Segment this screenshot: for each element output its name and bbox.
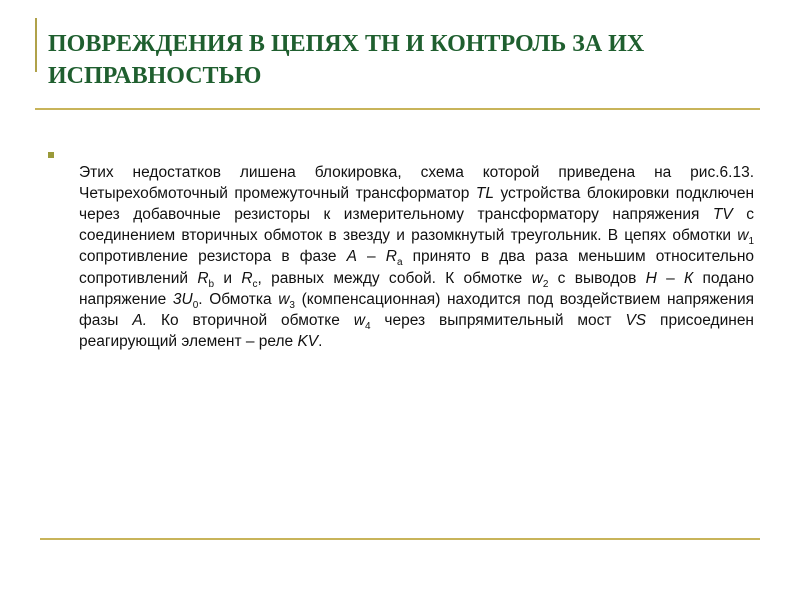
subscript: 3 [289, 299, 295, 311]
text-run: – [356, 248, 386, 266]
symbol-w: w [737, 227, 749, 245]
symbol-r: R [385, 248, 397, 266]
subscript: c [252, 278, 258, 290]
symbol-tl: TL [475, 184, 494, 202]
title-underline [35, 108, 760, 110]
subscript: b [208, 278, 215, 290]
text-run: и [214, 269, 242, 287]
subscript: 0 [192, 299, 199, 311]
text-run: принято в два раза меньшим относительно сопротивлений [79, 248, 755, 287]
text-run: с соединением вторичных обмоток в звезду и разомкнутый треугольник. В цепях обмотки [79, 205, 754, 245]
text-run: Этих недостатков лишена блокировка, схема которой приведена на рис.6.13. Четырехобмоточный промежуточный трансформатор [79, 163, 754, 202]
text-run: сопротивление резистора в фазе [79, 248, 347, 266]
symbol-w: w [353, 311, 365, 329]
title-vertical-rule [35, 18, 37, 72]
footer-rule [40, 538, 760, 540]
symbol-tv: TV [712, 205, 733, 223]
symbol-phase-a: A [346, 248, 357, 266]
text-run: , равных между собой. К обмотке [257, 269, 532, 287]
symbol-r: R [241, 269, 253, 287]
text-run: . [318, 333, 323, 351]
symbol-vs: VS [625, 311, 647, 329]
bullet-item [48, 146, 754, 368]
subscript: a [396, 257, 403, 269]
text-run: устройства блокировки подключен через добавочные резисторы к измерительному трансформатору напряжения [79, 184, 754, 223]
slide-title: ПОВРЕЖДЕНИЯ В ЦЕПЯХ ТН И КОНТРОЛЬ ЗА ИХ ИСПРАВНОСТЬЮ [48, 31, 645, 89]
symbol-k: К [684, 269, 694, 287]
subscript: 1 [748, 236, 754, 248]
square-bullet-icon [48, 152, 54, 158]
symbol-r: R [197, 269, 209, 287]
subscript: 4 [364, 321, 371, 333]
text-run: через выпрямительный мост [370, 311, 626, 329]
text-run: (компенсационная) находится под воздействием напряжения фазы [79, 290, 754, 329]
symbol-3u: 3U [172, 290, 193, 308]
text-run: – [656, 269, 685, 287]
symbol-w: w [278, 290, 290, 308]
body-paragraph [79, 162, 754, 353]
text-run: присоединен реагирующий элемент – реле [79, 311, 754, 351]
text-run: Ко вторичной обмотке [147, 311, 354, 329]
text-run: с выводов [548, 269, 646, 287]
symbol-h: Н [645, 269, 657, 287]
text-run: . Обмотка [198, 290, 279, 308]
text-run: подано напряжение [79, 269, 754, 308]
subscript: 2 [542, 278, 549, 290]
symbol-kv: KV [297, 333, 319, 351]
symbol-phase-a: А. [132, 311, 148, 329]
symbol-w: w [531, 269, 543, 287]
